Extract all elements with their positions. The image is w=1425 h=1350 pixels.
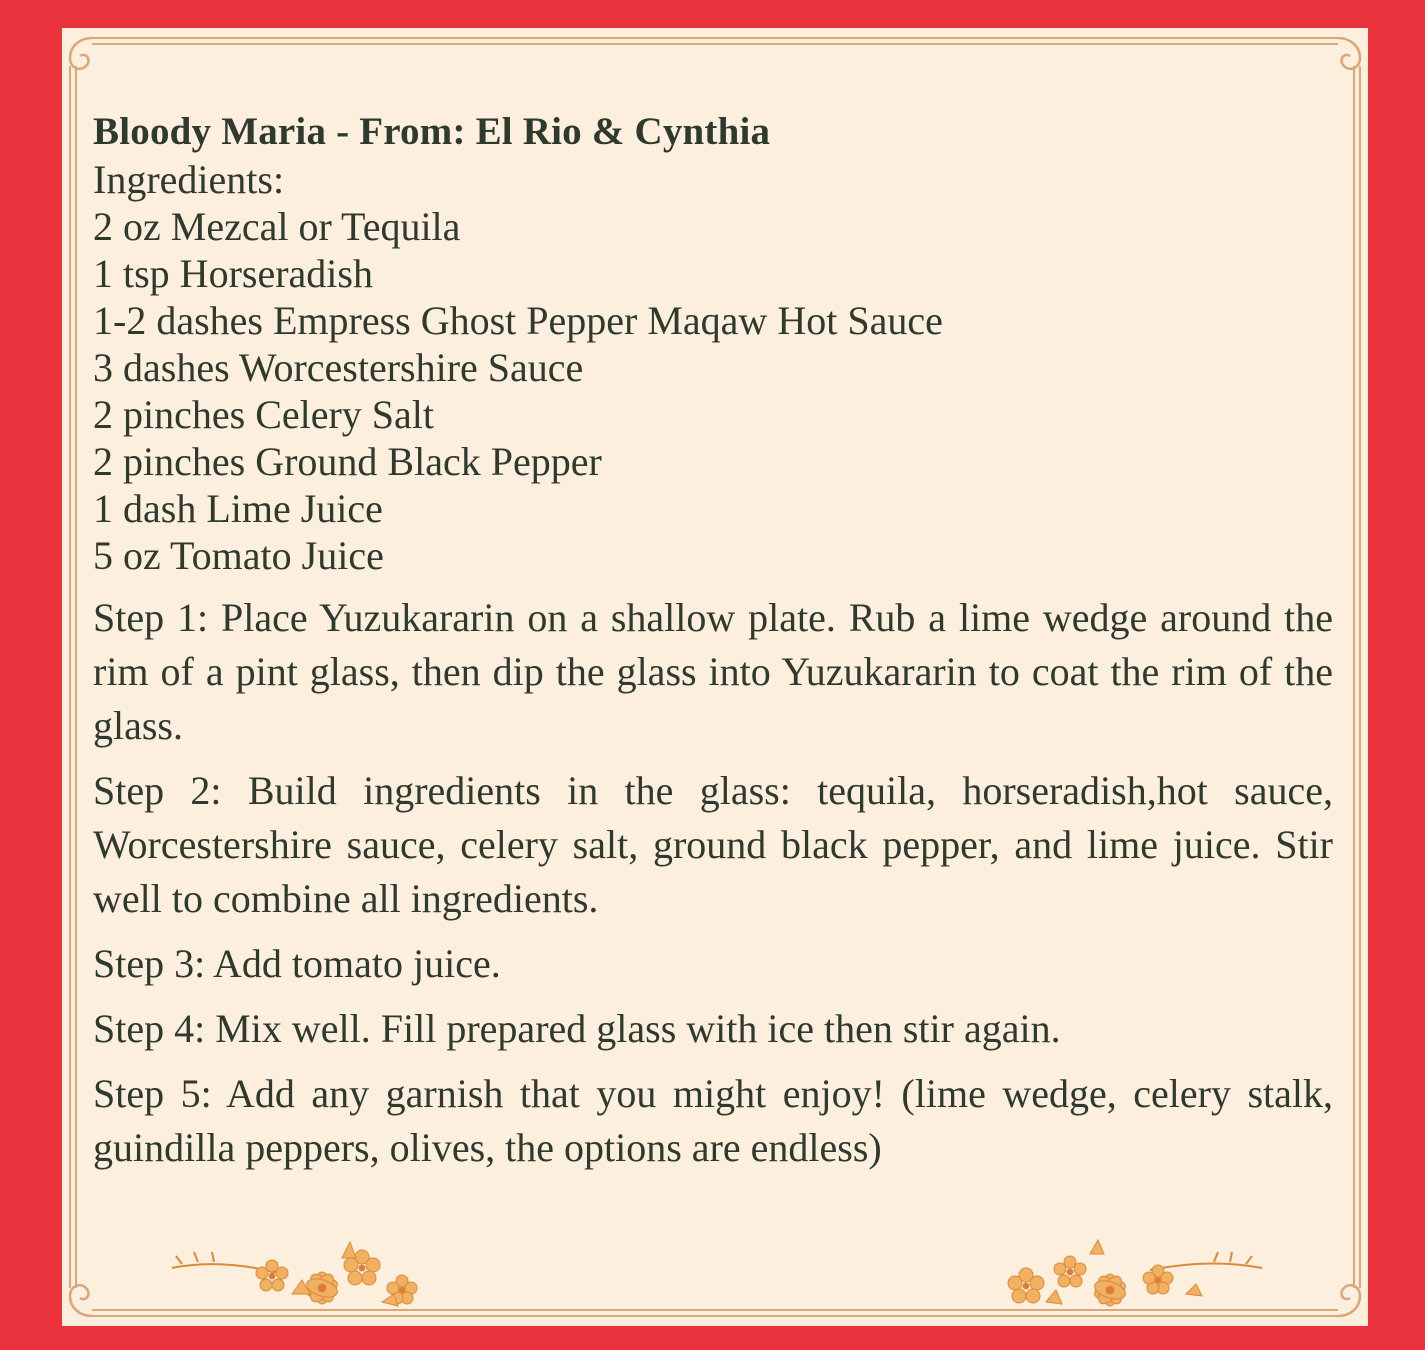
ingredients-list	[93, 203, 1333, 579]
ingredient-item: 2 oz Mezcal or Tequila	[93, 204, 461, 249]
step-item: Step 2: Build ingredients in the glass: tequila, horseradish,hot sauce, Worcestershire sauce, celery salt, ground black pepper, and lime juice. Stir well to combine all ingredients.	[93, 768, 1333, 921]
recipe-content	[93, 108, 1333, 1186]
recipe-title: Bloody Maria - From: El Rio & Cynthia	[93, 110, 771, 153]
ingredient-item: 5 oz Tomato Juice	[93, 533, 384, 578]
floral-garland-icon	[990, 1228, 1266, 1314]
recipe-card	[62, 28, 1368, 1326]
step-item: Step 3: Add tomato juice.	[93, 941, 501, 986]
step-item: Step 1: Place Yuzukararin on a shallow plate. Rub a lime wedge around the rim of a pint glass, then dip the glass into Yuzukararin to coat the rim of the glass.	[93, 595, 1333, 748]
ingredient-item: 2 pinches Ground Black Pepper	[93, 439, 602, 484]
ingredient-item: 1 dash Lime Juice	[93, 486, 383, 531]
step-item: Step 4: Mix well. Fill prepared glass with ice then stir again.	[93, 1006, 1061, 1051]
ingredient-item: 2 pinches Celery Salt	[93, 392, 435, 437]
steps-list	[93, 591, 1333, 1175]
ingredients-heading: Ingredients:	[93, 157, 285, 202]
ingredient-item: 1-2 dashes Empress Ghost Pepper Maqaw Hot Sauce	[93, 298, 943, 343]
ingredient-item: 3 dashes Worcestershire Sauce	[93, 345, 584, 390]
ingredient-item: 1 tsp Horseradish	[93, 251, 373, 296]
step-item: Step 5: Add any garnish that you might enjoy! (lime wedge, celery stalk, guindilla peppers, olives, the options are endless)	[93, 1071, 1333, 1170]
floral-garland-icon	[162, 1228, 438, 1314]
